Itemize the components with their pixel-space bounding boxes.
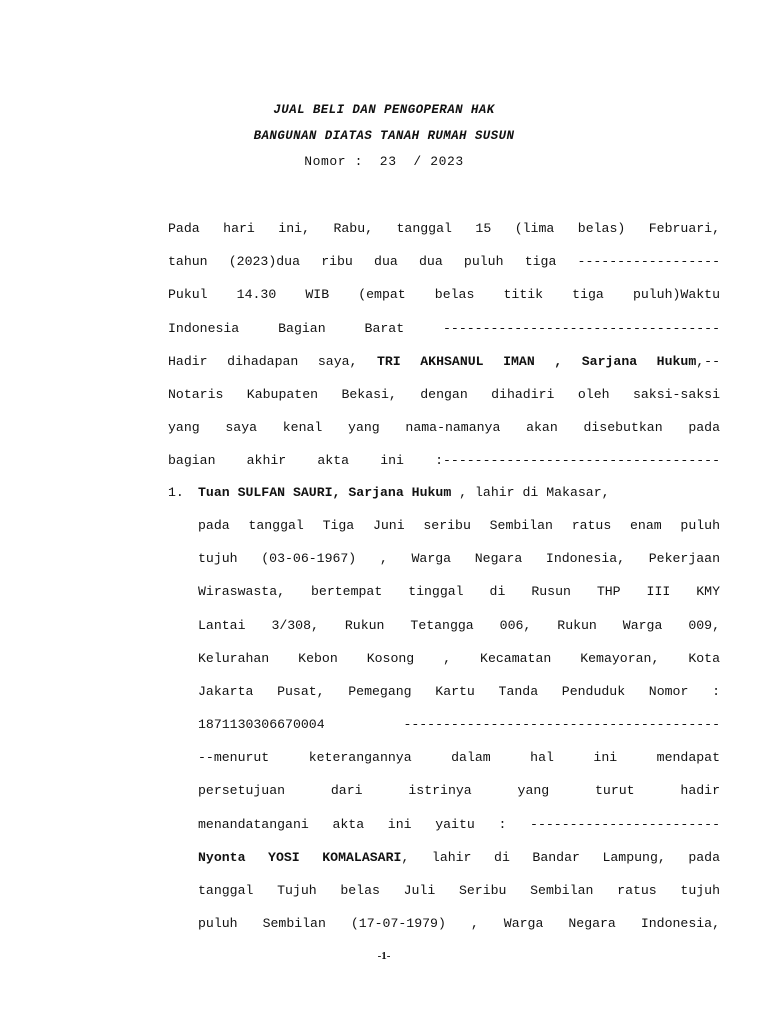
party-number: 1. (168, 485, 184, 500)
text-line: persetujuan dari istrinya yang turut hadir (198, 783, 720, 799)
text-line: tujuh (03-06-1967) , Warga Negara Indonesia, Pekerjaan (198, 551, 720, 567)
text-line: Wiraswasta, bertempat tinggal di Rusun THP III KMY (198, 584, 720, 600)
text-line: Lantai 3/308, Rukun Tetangga 006, Rukun Warga 009, (198, 617, 720, 633)
deed-title: JUAL BELI DAN PENGOPERAN HAK (273, 103, 495, 117)
text-line: pada tanggal Tiga Juni seribu Sembilan ratus enam puluh (198, 518, 720, 534)
text-line: menandatangani akta ini yaitu : ------------------------ (198, 816, 720, 832)
text-line: tanggal Tujuh belas Juli Seribu Sembilan ratus tujuh (198, 882, 720, 898)
text-line: Notaris Kabupaten Bekasi, dengan dihadiri oleh saksi-saksi (168, 387, 720, 402)
page-number: -1- (377, 950, 391, 962)
text-span: , lahir di Makasar, (451, 485, 610, 500)
bold-name: Tuan SULFAN SAURI, Sarjana Hukum (198, 485, 452, 500)
text-line (198, 849, 720, 867)
text-span: Hadir dihadapan saya, (168, 353, 377, 369)
text-line: Pada hari ini, Rabu, tanggal 15 (lima belas) Februari, (168, 221, 720, 236)
text-line (198, 484, 720, 502)
text-line (168, 353, 720, 371)
text-line: Pukul 14.30 WIB (empat belas titik tiga puluh)Waktu (168, 287, 720, 303)
text-line: Jakarta Pusat, Pemegang Kartu Tanda Penduduk Nomor : (198, 683, 720, 699)
deed-number: Nomor : 23 / 2023 (304, 154, 464, 169)
text-line: Indonesia Bagian Barat ----------------------------------- (168, 320, 720, 336)
text-line: --menurut keterangannya dalam hal ini mendapat (198, 750, 720, 766)
text-line: tahun (2023)dua ribu dua dua puluh tiga ------------------ (168, 254, 720, 270)
deed-subtitle: BANGUNAN DIATAS TANAH RUMAH SUSUN (253, 129, 515, 143)
bold-name: Nyonta YOSI KOMALASARI (198, 849, 402, 865)
text-line: Kelurahan Kebon Kosong , Kecamatan Kemayoran, Kota (198, 650, 720, 666)
text-span: ,-- (696, 353, 721, 369)
text-line: 1871130306670004 ---------------------------------------- (198, 717, 720, 733)
text-line: puluh Sembilan (17-07-1979) , Warga Negara Indonesia, (198, 915, 720, 931)
text-span: , lahir di Bandar Lampung, pada (401, 849, 721, 865)
text-line: yang saya kenal yang nama-namanya akan disebutkan pada (168, 420, 720, 436)
text-line: bagian akhir akta ini :----------------------------------- (168, 453, 720, 469)
bold-name: TRI AKHSANUL IMAN , Sarjana Hukum (376, 353, 697, 369)
